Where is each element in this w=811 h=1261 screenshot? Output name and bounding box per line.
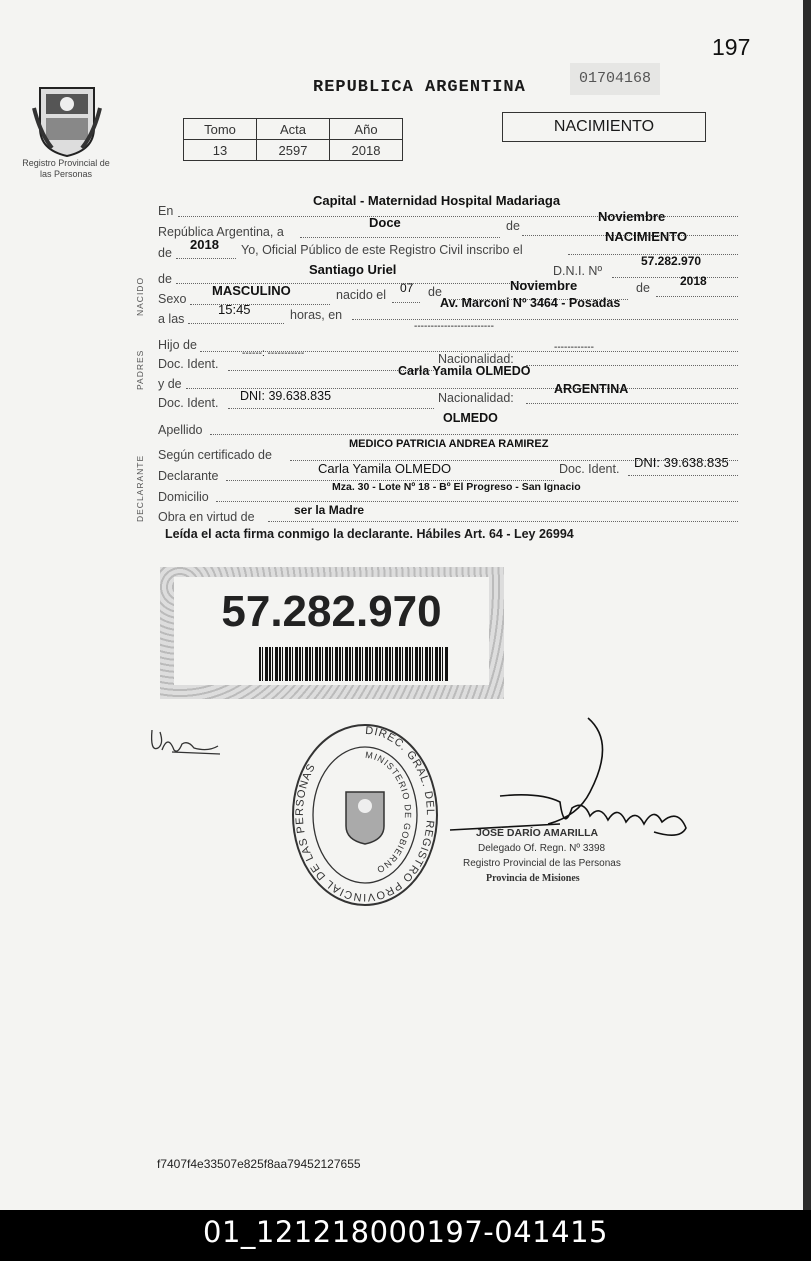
acta-value: 2597 (257, 140, 330, 161)
anio-value: 2018 (330, 140, 403, 161)
domicilio-label: Domicilio (158, 490, 209, 504)
document-hash: f7407f4e33507e825f8aa79452127655 (157, 1157, 361, 1171)
declarante-doc-label: Doc. Ident. (559, 462, 620, 476)
declarante-doc: DNI: 39.638.835 (634, 455, 729, 470)
hora-value: 15:45 (218, 302, 251, 317)
obra-value: ser la Madre (294, 503, 365, 517)
child-dni: 57.282.970 (641, 254, 702, 268)
mother-doc-label: Doc. Ident. (158, 396, 219, 410)
hijo-de-label: Hijo de (158, 338, 197, 352)
father-nationality-line (526, 352, 738, 366)
sexo-label: Sexo (158, 292, 187, 306)
mother-nationality-label: Nacionalidad: (438, 391, 514, 405)
declarante-label: Declarante (158, 469, 219, 483)
register-table (183, 118, 403, 161)
father-doc-value: ------: ----------- (242, 348, 305, 359)
registry-seal (290, 722, 440, 908)
barcode (259, 647, 449, 681)
birth-day: 07 (400, 281, 414, 295)
act-type-box: NACIMIENTO (502, 112, 706, 142)
closing-statement: Leída el acta firma conmigo la declarante. Hábiles Art. 64 - Ley 26994 (165, 527, 574, 541)
obra-label: Obra en virtud de (158, 510, 255, 524)
y-de-label: y de (158, 377, 182, 391)
nacido-label: nacido el (336, 288, 387, 302)
father-doc-label: Doc. Ident. (158, 357, 219, 371)
en-value: Capital - Maternidad Hospital Madariaga (313, 193, 561, 208)
seal-ring-text: DIREC. GRAL. DEL REGISTRO PROVINCIAL DE LAS PERSONAS (293, 724, 436, 904)
side-label-padres: PADRES (135, 349, 145, 390)
domicilio-value: Mza. 30 - Lote Nº 18 - Bº El Progreso - San Ignacio (332, 481, 581, 493)
officer-office: Registro Provincial de las Personas (463, 858, 621, 869)
de-birth-label-2: de (636, 281, 650, 295)
officer-name: JOSÉ DARÍO AMARILLA (476, 827, 599, 839)
birth-year: 2018 (680, 274, 707, 288)
month-value: Noviembre (598, 209, 666, 224)
declarant-signature (148, 726, 228, 762)
father-nationality-label: Nacionalidad: (438, 352, 514, 366)
scan-id-footer: 01_121218000197-041415 (0, 1210, 811, 1261)
year-value: 2018 (190, 237, 219, 252)
dni-stamp-inner (174, 577, 489, 685)
sexo-value: MASCULINO (212, 283, 291, 298)
inscribo-value: NACIMIENTO (605, 229, 688, 244)
tomo-header: Tomo (184, 119, 257, 140)
de-label: de (506, 219, 520, 233)
logo-caption: Registro Provincial de las Personas (22, 158, 110, 179)
serial-number: 01704168 (570, 63, 660, 95)
country-title: REPUBLICA ARGENTINA (313, 78, 526, 97)
birth-month: Noviembre (510, 278, 578, 293)
child-name: Santiago Uriel (309, 262, 397, 277)
dni-stamp (160, 567, 504, 699)
page-number: 197 (712, 34, 751, 60)
de-year-label: de (158, 246, 172, 260)
provincial-emblem-logo (32, 78, 102, 158)
apellido-value: OLMEDO (443, 411, 498, 425)
republica-a-label: República Argentina, a (158, 225, 284, 239)
acta-header: Acta (257, 119, 330, 140)
apellido-label: Apellido (158, 423, 203, 437)
day-value: Doce (369, 215, 401, 230)
a-las-label: a las (158, 312, 185, 326)
de-name-label: de (158, 272, 172, 286)
mother-doc-value: DNI: 39.638.835 (240, 389, 332, 403)
father-nationality: ------------ (554, 342, 594, 353)
side-label-declarante: DECLARANTE (135, 454, 145, 522)
dni-label: D.N.I. Nº (553, 264, 603, 278)
mother-nationality: ARGENTINA (554, 382, 629, 396)
en-label: En (158, 204, 174, 218)
page-edge (803, 0, 811, 1210)
dni-stamp-number: 57.282.970 (221, 587, 442, 636)
officer-province: Provincia de Misiones (486, 873, 580, 884)
horas-en-label: horas, en (290, 308, 343, 322)
de-birth-label-1: de (428, 285, 442, 299)
officer-title: Delegado Of. Regn. Nº 3398 (478, 843, 606, 854)
certificado-label: Según certificado de (158, 448, 272, 462)
inscribo-text: Yo, Oficial Público de este Registro Civil inscribo el (241, 243, 523, 257)
birth-place: Av. Marconi Nº 3464 - Posadas (440, 296, 621, 310)
seal-inner-text: MINISTERIO DE GOBIERNO (364, 749, 414, 876)
tomo-value: 13 (184, 140, 257, 161)
father-value: ------------------------ (414, 321, 494, 332)
mother-name: Carla Yamila OLMEDO (398, 364, 531, 378)
declarante-name: Carla Yamila OLMEDO (318, 461, 452, 476)
side-label-nacido: NACIDO (135, 276, 145, 316)
certificado-value: MEDICO PATRICIA ANDREA RAMIREZ (349, 438, 549, 450)
anio-header: Año (330, 119, 403, 140)
